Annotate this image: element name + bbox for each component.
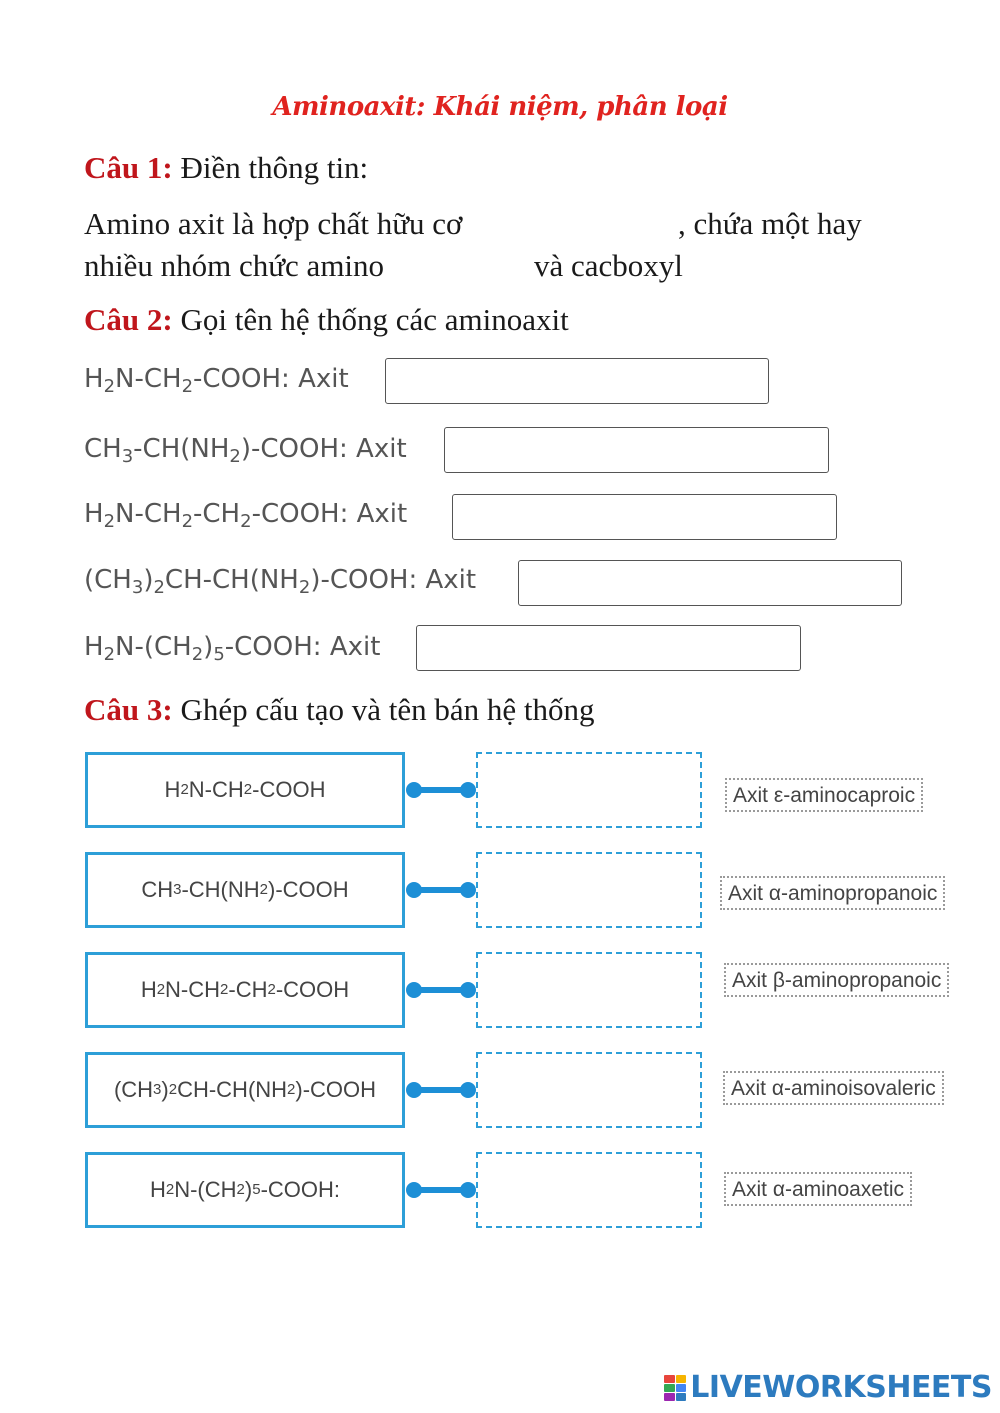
q2-axit-label: Axit bbox=[329, 632, 381, 662]
connector-1[interactable] bbox=[404, 778, 478, 802]
q2-axit-label: Axit bbox=[298, 364, 349, 394]
q2-formula-aminocaproic: $H_2N-(CH_2)_5$-COOH: Axit bbox=[84, 632, 381, 665]
question-1-label: Câu 1: bbox=[84, 150, 173, 185]
q2-formula-alanine: $CH_3-CH(NH_2)$-COOH: Axit bbox=[84, 434, 407, 467]
q2-axit-label: Axit bbox=[425, 565, 477, 595]
question-2-prompt: Gọi tên hệ thống các aminoaxit bbox=[180, 302, 569, 337]
q1-line1-start: Amino axit là hợp chất hữu cơ bbox=[84, 206, 463, 241]
connector-4[interactable] bbox=[404, 1078, 478, 1102]
q2-formula-glycine: $H_2N-CH_2$-COOH: Axit bbox=[84, 364, 349, 397]
question-2-heading bbox=[84, 302, 569, 338]
question-3-label: Câu 3: bbox=[84, 692, 173, 727]
name-tag-3[interactable]: Axit β-aminopropanoic bbox=[724, 963, 949, 997]
logo-text: LIVEWORKSHEETS bbox=[690, 1370, 992, 1405]
q2-answer-input-5[interactable] bbox=[416, 625, 801, 671]
q2-answer-input-2[interactable] bbox=[444, 427, 829, 473]
name-tag-1[interactable]: Axit ε-aminocaproic bbox=[725, 778, 923, 812]
q2-formula-beta-alanine: $H_2N-CH_2-CH_2$-COOH: Axit bbox=[84, 499, 408, 532]
liveworksheets-logo bbox=[664, 1370, 992, 1405]
q2-answer-input-4[interactable] bbox=[518, 560, 902, 606]
worksheet-title: Aminoaxit: Khái niệm, phân loại bbox=[272, 92, 728, 122]
q2-axit-label: Axit bbox=[356, 434, 407, 464]
structure-box-beta-alanine: H 2 N-CH 2 -CH 2 -COOH bbox=[85, 952, 405, 1028]
drop-zone-2[interactable] bbox=[476, 852, 702, 928]
q2-axit-label: Axit bbox=[356, 499, 408, 529]
q1-blank-1[interactable] bbox=[500, 204, 672, 244]
connector-2[interactable] bbox=[404, 878, 478, 902]
connector-5[interactable] bbox=[404, 1178, 478, 1202]
structure-box-glycine: H 2 N-CH 2 -COOH bbox=[85, 752, 405, 828]
question-3-prompt: Ghép cấu tạo và tên bán hệ thống bbox=[180, 692, 595, 727]
drop-zone-4[interactable] bbox=[476, 1052, 702, 1128]
q2-answer-input-3[interactable] bbox=[452, 494, 837, 540]
structure-box-valine: (CH 3 ) 2 CH-CH(NH 2 )-COOH bbox=[85, 1052, 405, 1128]
q1-blank-2[interactable] bbox=[412, 246, 528, 286]
name-tag-2[interactable]: Axit α-aminopropanoic bbox=[720, 876, 945, 910]
structure-box-aminocaproic: H 2 N-(CH 2 ) 5 -COOH: bbox=[85, 1152, 405, 1228]
structure-box-alanine: CH 3 -CH(NH 2 )-COOH bbox=[85, 852, 405, 928]
q2-answer-input-1[interactable] bbox=[385, 358, 769, 404]
drop-zone-1[interactable] bbox=[476, 752, 702, 828]
connector-3[interactable] bbox=[404, 978, 478, 1002]
logo-mark-icon bbox=[664, 1375, 686, 1401]
name-tag-4[interactable]: Axit α-aminoisovaleric bbox=[723, 1071, 944, 1105]
q1-line2-end: và cacboxyl bbox=[534, 248, 683, 283]
q1-line1-end: , chứa một hay bbox=[678, 206, 862, 241]
q1-line2-start: nhiều nhóm chức amino bbox=[84, 248, 385, 283]
name-tag-5[interactable]: Axit α-aminoaxetic bbox=[724, 1172, 912, 1206]
question-2-label: Câu 2: bbox=[84, 302, 173, 337]
q2-formula-valine: $(CH_3)_2CH-CH(NH_2)$-COOH: Axit bbox=[84, 565, 477, 598]
drop-zone-3[interactable] bbox=[476, 952, 702, 1028]
question-1-heading bbox=[84, 150, 368, 186]
question-1-prompt: Điền thông tin: bbox=[180, 150, 369, 185]
drop-zone-5[interactable] bbox=[476, 1152, 702, 1228]
question-3-heading bbox=[84, 692, 595, 728]
